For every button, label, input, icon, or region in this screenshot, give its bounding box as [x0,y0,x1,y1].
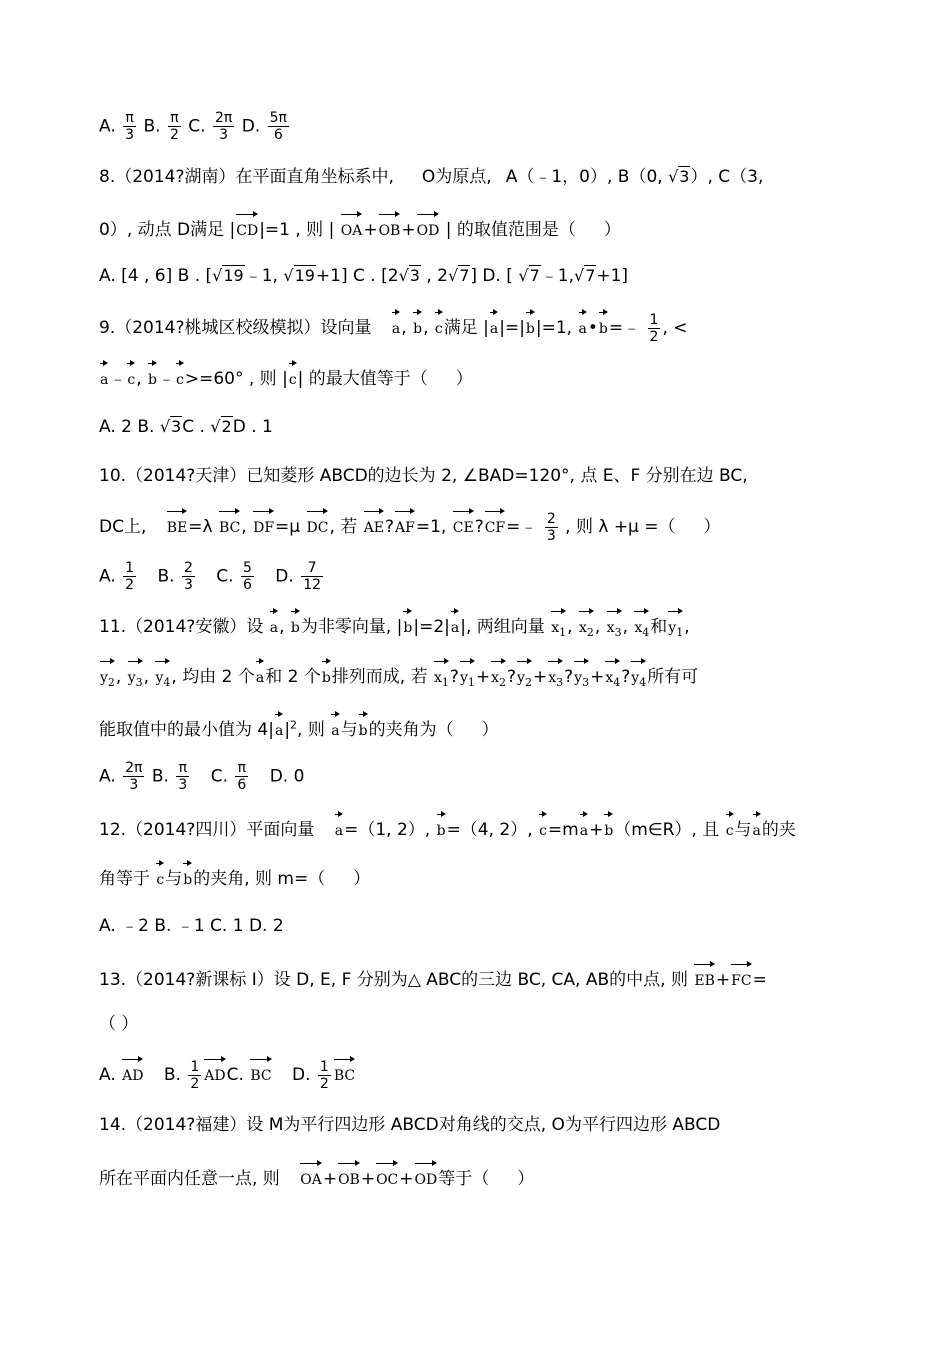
vector-oc: OC [376,1162,398,1192]
vector-od: OD [417,213,440,243]
option-c: C. [188,116,206,137]
q8-options: A. [4 , 6] B . [√19﹣1, √19+1] C . [2√3 , 2√7] D. [ √7﹣1,√7+1] [99,266,629,286]
fraction: $\frac{\pi}{2}$ [169,110,179,143]
q13-line-1: 13.（2014?新课标 I）设 D, E, F 分别为△ ABC的三边 BC, CA, AB的中点, 则 EB+FC= [99,963,920,993]
vector-oa: OA [341,213,363,243]
vector-bc: BC [219,510,240,540]
option-d: D. [241,116,261,137]
vector-b: b [437,813,446,843]
vector-dc: DC [307,510,329,540]
vector-af: AF [395,510,415,540]
vector-bc: BC [250,1058,271,1088]
q14-line-2: 所在平面内任意一点, 则 OA+OB+OC+OD等于（ ） [99,1162,920,1192]
vector-fc: FC [731,963,751,993]
fraction: $\frac{2\pi}{3}$ [214,110,233,143]
fraction: $\frac{5\pi}{6}$ [269,110,287,143]
q13-options: A. AD B. $\frac{1}{2}$ ADC. BC D. $\frac{1}{2}$ BC [99,1058,356,1092]
vector-ob: OB [379,213,401,243]
vector-a: a [270,610,278,640]
vector-eb: EB [694,963,715,993]
vector-oa: OA [300,1162,322,1192]
q13-line-2: （ ） [99,1014,139,1034]
q10-line-1: 10.（2014?天津）已知菱形 ABCD的边长为 2, ∠BAD=120°, 点 E、F 分别在边 BC, [99,466,748,486]
vector-cd: CD [236,213,258,243]
vector-df: DF [253,510,274,540]
vector-c: c [539,813,547,843]
q9-line-2: a﹣c, b﹣c>=60° , 则 |c| 的最大值等于（ ） [99,362,920,392]
q12-line-1: 12.（2014?四川）平面向量 a=（1, 2）, b=（4, 2）, c=ma+b（m∈R）, 且 c与a的夹 [99,813,920,843]
q11-line-3: 能取值中的最小值为 $4|a|^2$, 则 a与b的夹角为（ ） [99,713,920,743]
vector-cf: CF [485,510,505,540]
fraction: $\frac{2}{3}$ [546,510,556,544]
vector-a: a [392,311,400,341]
option-b: B. [143,116,161,137]
vector-ob: OB [338,1162,360,1192]
q12-line-2: 角等于 c与b的夹角, 则 m=（ ） [99,862,920,892]
q8-line-2: 0）, 动点 D满足 |CD|=1 , 则 | OA+OB+OD | 的取值范围是（ ） [99,213,920,243]
sqrt-3: √3 [668,167,690,186]
vector-ce: CE [453,510,474,540]
vector-b: b [291,610,300,640]
vector-be: BE [167,510,188,540]
q10-line-2: DC上, BE=λ BC, DF=μ DC, 若 AE?AF=1, CE?CF=﹣ $\frac{2}{3}$ , 则 λ +μ =（ ） [99,510,721,544]
q11-options: A. $\frac{2\pi}{3}$ B. $\frac{\pi}{3}$ C. $\frac{\pi}{6}$ D. 0 [99,760,305,793]
q11-line-2: $y_2$, $y_3$, $y_4$, 均由 2 个a和 2 个b排列而成, 若 $x_1?y_1+x_2?y_2+x_3?y_3+x_4?y_4$所有可 [99,660,920,695]
options-row-prev [99,110,920,143]
q9-line-1: 9.（2014?桃城区校级模拟）设向量 a, b, c满足 |a|=|b|=1, a•b=﹣ $\frac{1}{2}$ , < [99,311,688,345]
option-a: A. [99,116,116,137]
vector-a: a [335,813,343,843]
fraction: $\frac{\pi}{3}$ [125,110,135,143]
fraction: $\frac{1}{2}$ [649,311,659,345]
q8-line-1: 8.（2014?湖南）在平面直角坐标系中, O为原点, A（﹣1，0）, B（0, √3）, C（3, [99,167,764,187]
q12-options: A. ﹣2 B. ﹣1 C. 1 D. 2 [99,916,284,936]
q11-line-1: 11.（2014?安徽）设 a, b为非零向量, |b|=2|a|, 两组向量 $x_1$, $x_2$, $x_3$, $x_4$和$y_1$, [99,610,920,645]
vector-c: c [435,311,443,341]
vector-ae: AE [364,510,384,540]
q10-options: A. $\frac{1}{2}$ B. $\frac{2}{3}$ C. $\frac{5}{6}$ D. $\frac{7}{12}$ [99,560,322,593]
vector-b: b [413,311,422,341]
vector-ad: AD [122,1058,143,1088]
vector-od: OD [415,1162,438,1192]
q14-line-1: 14.（2014?福建）设 M为平行四边形 ABCD对角线的交点, O为平行四边形 ABCD [99,1115,721,1135]
q9-options: A. 2 B. √3C . √2D . 1 [99,417,273,437]
